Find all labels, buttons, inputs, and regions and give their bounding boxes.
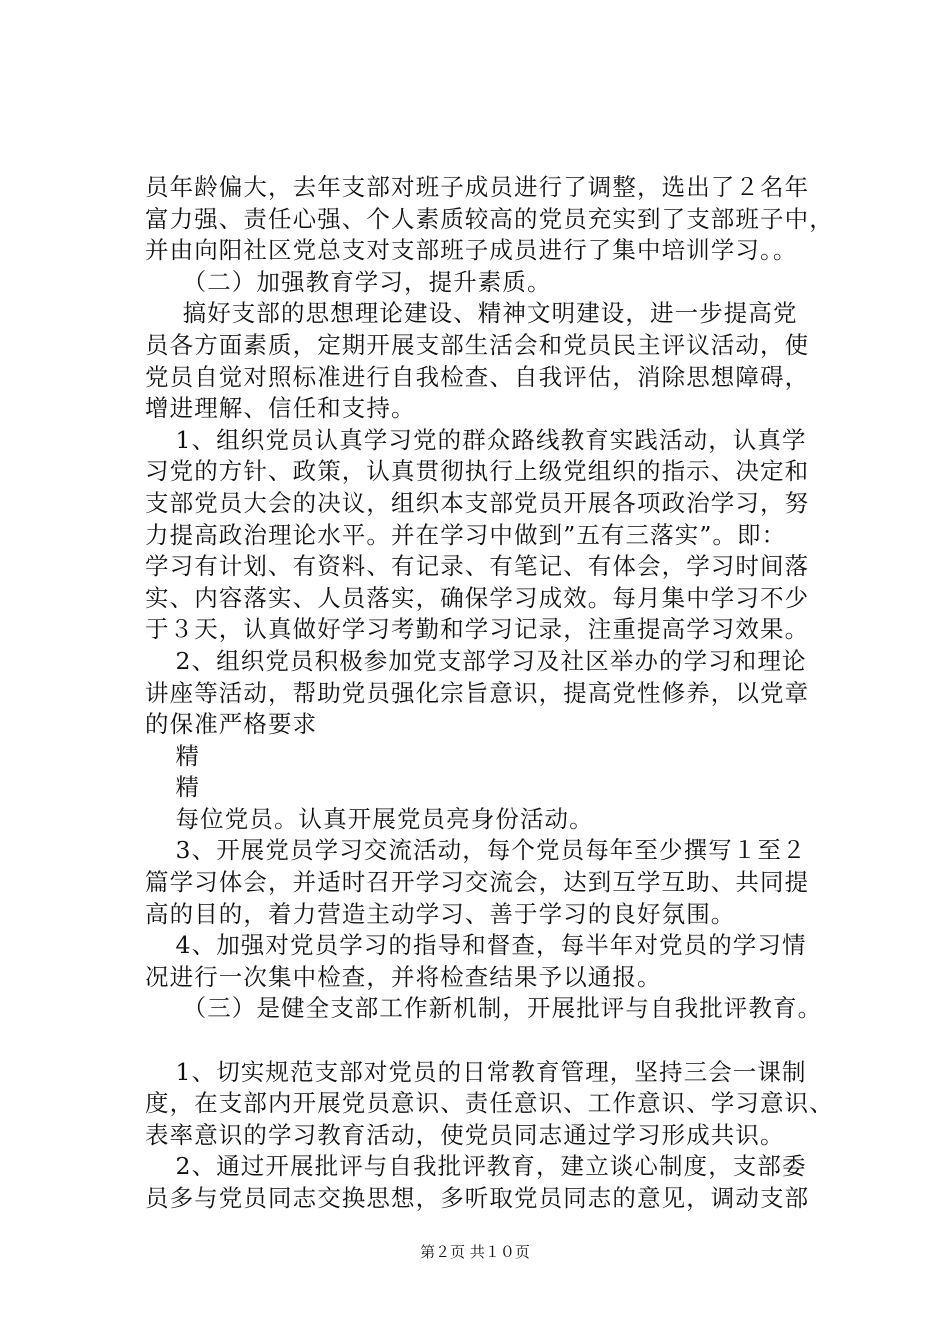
text-line: 度，在支部内开展党员意识、责任意识、工作意识、学习意识、: [145, 1089, 834, 1118]
text-line: 学习有计划、有资料、有记录、有笔记、有体会，学习时间落: [145, 552, 810, 581]
text-line: 的保准严格要求: [145, 710, 318, 739]
text-line: 高的目的，着力营造主动学习、善于学习的良好氛围。: [145, 899, 736, 928]
text-line: 并由向阳社区党总支对支部班子成员进行了集中培训学习。。: [145, 236, 798, 265]
text-line: 况进行一次集中检查，并将检查结果予以通报。: [145, 962, 662, 991]
text-line: 员各方面素质，定期开展支部生活会和党员民主评议活动，使: [145, 330, 810, 359]
text-line: 4、加强对党员学习的指导和督查，每半年对党员的学习情: [175, 931, 807, 960]
text-line: 搞好支部的思想理论建设、精神文明建设，进一步提高党: [182, 299, 798, 328]
blank-line: [145, 1025, 845, 1057]
text-line: 于３天，认真做好学习考勤和学习记录，注重提高学习效果。: [145, 615, 810, 644]
text-line: 员年龄偏大，去年支部对班子成员进行了调整，选出了２名年: [145, 173, 810, 201]
text-line: 表率意识的学习教育活动，使党员同志通过学习形成共识。: [145, 1120, 785, 1149]
text-line: 精: [175, 741, 201, 770]
text-line: 1、组织党员认真学习党的群众路线教育实践活动，认真学: [175, 425, 807, 454]
text-line: 精: [175, 773, 201, 802]
text-line: 3、开展党员学习交流活动，每个党员每年至少撰写１至２: [175, 836, 807, 865]
text-line: 增进理解、信任和支持。: [145, 394, 416, 423]
text-line: 2、组织党员积极参加党支部学习及社区举办的学习和理论: [175, 646, 807, 675]
text-line: 1、切实规范支部对党员的日常教育管理，坚持三会一课制: [175, 1057, 807, 1086]
text-line: 篇学习体会，并适时召开学习交流会，达到互学互助、共同提: [145, 868, 810, 897]
text-line: 支部党员大会的决议，组织本支部党员开展各项政治学习，努: [145, 488, 810, 517]
text-line: （三）是健全支部工作新机制，开展批评与自我批评教育。: [182, 994, 823, 1023]
text-line: 习党的方针、政策，认真贯彻执行上级党组织的指示、决定和: [145, 457, 810, 486]
text-line: 富力强、责任心强、个人素质较高的党员充实到了支部班子中，: [145, 204, 834, 233]
text-line: 实、内容落实、人员落实，确保学习成效。每月集中学习不少: [145, 583, 810, 612]
text-line: 员多与党员同志交换思想，多听取党员同志的意见，调动支部: [145, 1184, 810, 1212]
text-line: （二）加强教育学习，提升素质。: [182, 267, 552, 296]
text-line: 党员自觉对照标准进行自我检查、自我评估，消除思想障碍，: [145, 362, 810, 391]
text-line: 2、通过开展批评与自我批评教育，建立谈心制度，支部委: [175, 1152, 807, 1181]
text-line: 每位党员。认真开展党员亮身份活动。: [175, 804, 594, 833]
text-line: 讲座等活动，帮助党员强化宗旨意识，提高党性修养，以党章: [145, 678, 810, 707]
page-footer: 第２页 共１０页: [420, 1243, 530, 1261]
text-line: 力提高政治理论水平。并在学习中做到”五有三落实”。即：: [145, 520, 787, 549]
document-body: [145, 172, 845, 1215]
